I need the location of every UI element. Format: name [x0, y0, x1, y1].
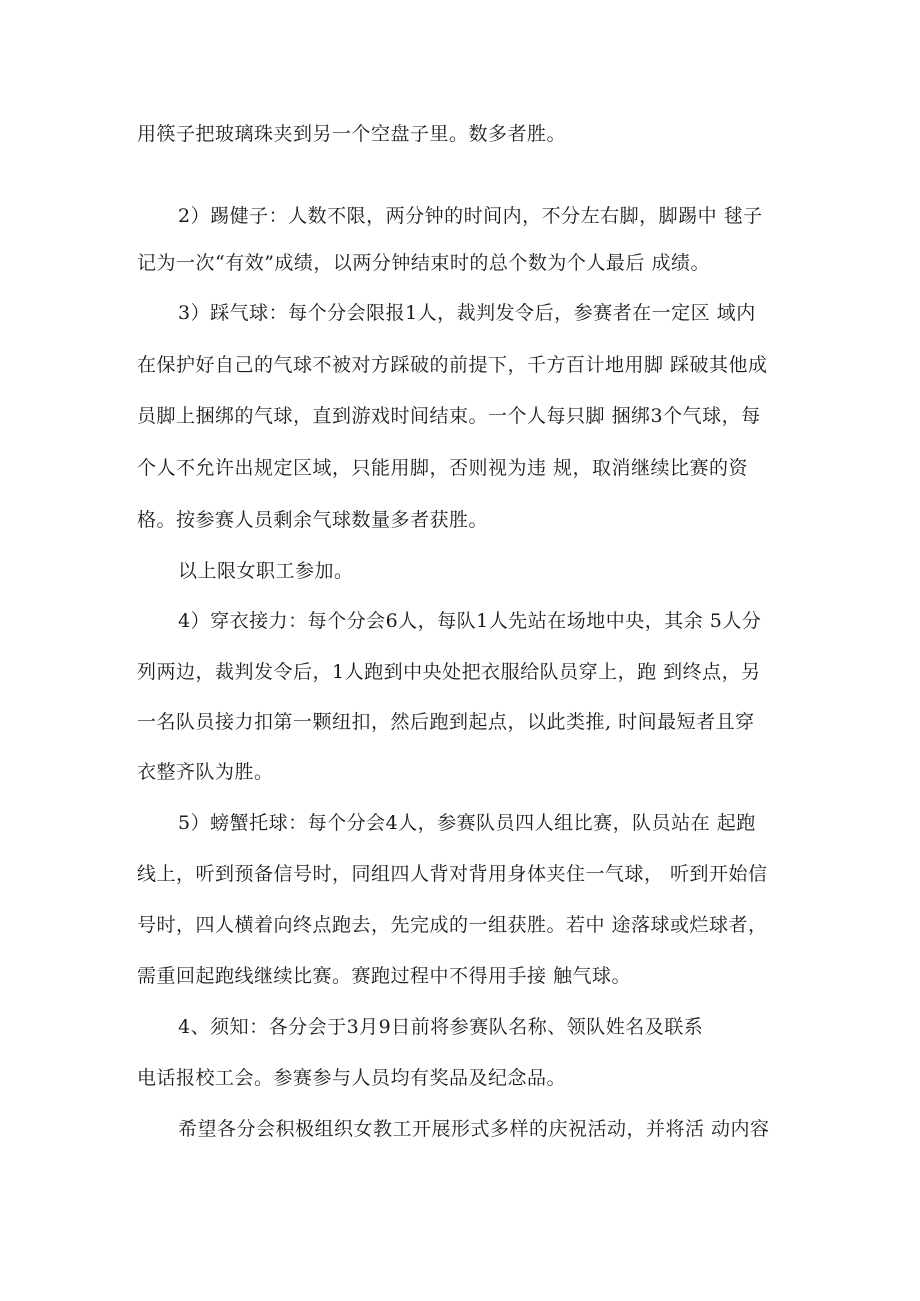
text-line: 4）穿衣接力：每个分会6人，每队1人先站在场地中央，其余 5人分: [178, 610, 762, 632]
text-line: 4、须知：各分会于3月9日前将参赛队名称、领队姓名及联系: [178, 1016, 704, 1038]
text-line: 需重回起跑线继续比赛。赛跑过程中不得用手接 触气球。: [137, 965, 632, 987]
text-line: 希望各分会积极组织女教工开展形式多样的庆祝活动，并将活 动内容: [178, 1118, 770, 1140]
text-line: 在保护好自己的气球不被对方踩破的前提下，千方百计地用脚 踩破其他成: [137, 354, 768, 376]
text-line: 3）踩气球：每个分会限报1人，裁判发令后，参赛者在一定区 域内: [178, 302, 756, 324]
text-line: 2）踢健子：人数不限，两分钟的时间内，不分左右脚，脚踢中 毬子: [178, 205, 763, 227]
text-line: 员脚上捆绑的气球，直到游戏时间结束。一个人每只脚 捆绑3个气球，每: [137, 405, 761, 427]
text-line: 电话报校工会。参赛参与人员均有奖品及纪念品。: [137, 1067, 567, 1089]
text-line: 衣整齐队为胜。: [137, 761, 274, 783]
text-line: 5）螃蟹托球：每个分会4人，参赛队员四人组比赛，队员站在 起跑: [178, 812, 756, 834]
text-line: 列两边，裁判发令后，1人跑到中央处把衣服给队员穿上，跑 到终点，另: [137, 661, 761, 683]
text-line: 记为一次“有效”成绩，以两分钟结束时的总个数为个人最后 成绩。: [137, 252, 710, 274]
text-line: 线上，听到预备信号时，同组四人背对背用身体夹住一气球， 听到开始信: [137, 863, 768, 885]
text-line: 一名队员接力扣第一颗纽扣，然后跑到起点，以此类推, 时间最短者且穿: [137, 711, 755, 733]
text-line: 格。按参赛人员剩余气球数量多者获胜。: [137, 509, 489, 531]
text-line: 号时，四人横着向终点跑去，先完成的一组获胜。若中 途落球或烂球者，: [137, 914, 768, 936]
text-line: 以上限女职工参加。: [178, 560, 354, 582]
text-line: 用筷子把玻璃珠夹到另一个空盘子里。数多者胜。: [137, 123, 567, 145]
text-line: 个人不允许出规定区域，只能用脚，否则视为违 规，取消继续比赛的资: [137, 457, 749, 479]
